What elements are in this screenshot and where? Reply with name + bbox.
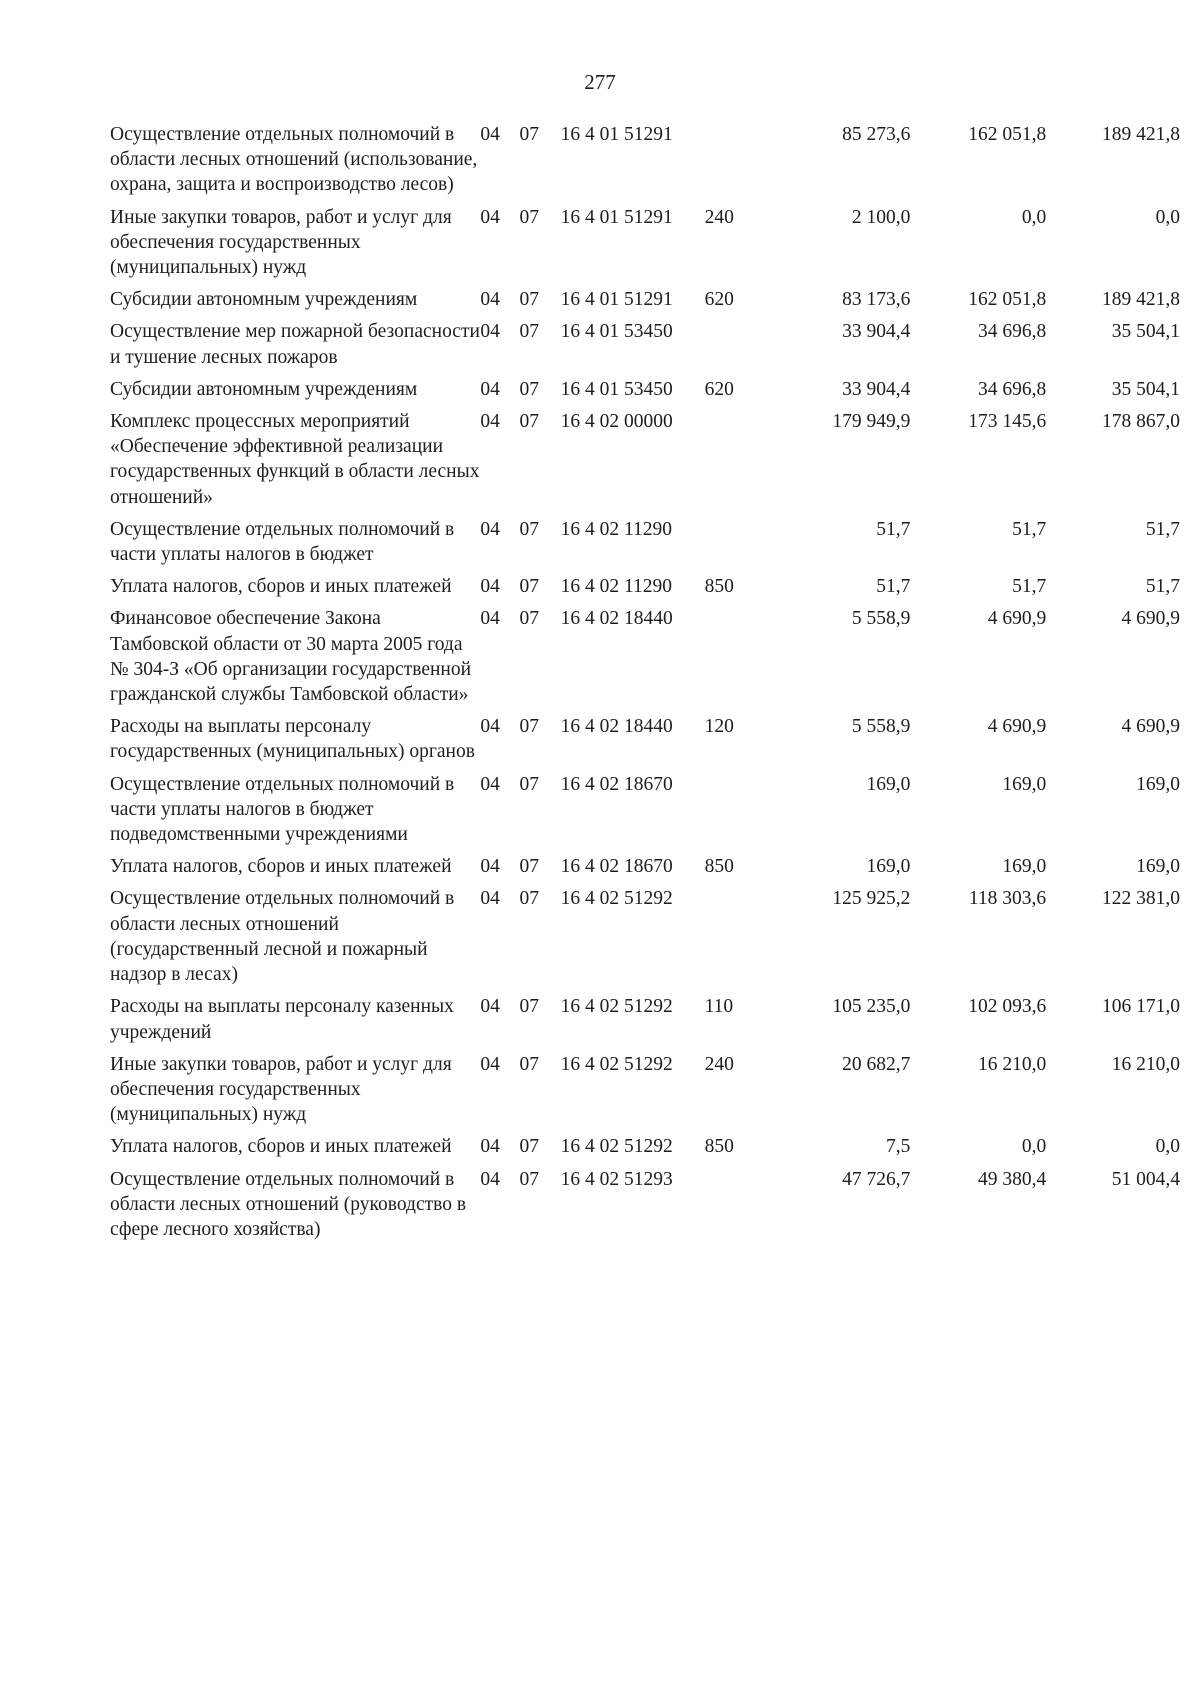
table-row	[110, 409, 1180, 517]
table-row	[110, 319, 1180, 376]
amount-year-1: 51,7	[876, 518, 911, 540]
item-name: Расходы на выплаты персоналу казенных учреждений	[110, 996, 454, 1043]
subsection-code: 07	[519, 1168, 539, 1190]
expense-type-code	[705, 606, 767, 714]
amount-year-2: 169,0	[1002, 773, 1047, 795]
amount-year-1: 179 949,9	[832, 411, 911, 433]
table-row	[110, 994, 1180, 1051]
amount-year-3: 106 171,0	[1102, 996, 1180, 1018]
amount-year-3: 169,0	[1136, 773, 1180, 795]
target-article-code: 16 4 02 11290	[560, 518, 673, 540]
amount-year-3: 4 690,9	[1121, 716, 1180, 738]
amount-year-1: 5 558,9	[851, 608, 911, 630]
item-name: Осуществление мер пожарной безопасности и тушение лесных пожаров	[110, 321, 480, 368]
item-name: Осуществление отдельных полномочий в области лесных отношений (руководство в сфере лесного хозяйства)	[110, 1168, 467, 1240]
section-code: 04	[480, 206, 500, 228]
amount-year-1: 33 904,4	[842, 378, 911, 400]
expense-type-code	[705, 409, 767, 517]
section-code: 04	[480, 773, 500, 795]
expense-type-code: 240	[704, 1053, 734, 1075]
table-row	[110, 854, 1180, 886]
item-name: Расходы на выплаты персоналу государственных (муниципальных) органов	[110, 716, 475, 763]
section-code: 04	[480, 321, 500, 343]
target-article-code: 16 4 01 51291	[560, 124, 673, 145]
section-code: 04	[480, 608, 500, 630]
section-code: 04	[480, 289, 500, 311]
expense-type-code: 850	[704, 576, 734, 598]
expense-type-code	[705, 1167, 767, 1250]
subsection-code: 07	[519, 716, 539, 738]
amount-year-2: 51,7	[1012, 576, 1047, 598]
amount-year-3: 189 421,8	[1102, 289, 1180, 311]
section-code: 04	[480, 856, 500, 878]
expense-type-code: 850	[704, 1136, 734, 1158]
section-code: 04	[480, 124, 500, 145]
section-code: 04	[480, 1053, 500, 1075]
item-name: Уплата налогов, сборов и иных платежей	[110, 856, 452, 878]
table-row	[110, 606, 1180, 714]
target-article-code: 16 4 01 53450	[560, 321, 673, 343]
amount-year-1: 47 726,7	[842, 1168, 911, 1190]
item-name: Уплата налогов, сборов и иных платежей	[110, 1136, 452, 1158]
expense-type-code: 110	[704, 996, 734, 1018]
table-row	[110, 886, 1180, 994]
target-article-code: 16 4 02 51292	[560, 996, 673, 1018]
amount-year-3: 4 690,9	[1121, 608, 1180, 630]
subsection-code: 07	[519, 321, 539, 343]
target-article-code: 16 4 01 53450	[560, 378, 673, 400]
amount-year-3: 178 867,0	[1102, 411, 1180, 433]
amount-year-2: 16 210,0	[977, 1053, 1047, 1075]
section-code: 04	[480, 411, 500, 433]
amount-year-1: 85 273,6	[842, 124, 911, 145]
subsection-code: 07	[519, 124, 539, 145]
amount-year-2: 162 051,8	[968, 289, 1047, 311]
subsection-code: 07	[519, 856, 539, 878]
subsection-code: 07	[519, 608, 539, 630]
table-row	[110, 517, 1180, 574]
amount-year-2: 34 696,8	[977, 378, 1047, 400]
amount-year-3: 35 504,1	[1111, 321, 1180, 343]
amount-year-2: 102 093,6	[968, 996, 1047, 1018]
amount-year-2: 4 690,9	[987, 608, 1047, 630]
subsection-code: 07	[519, 1136, 539, 1158]
amount-year-3: 35 504,1	[1111, 378, 1180, 400]
amount-year-2: 51,7	[1012, 518, 1047, 540]
subsection-code: 07	[519, 996, 539, 1018]
amount-year-3: 51,7	[1145, 576, 1180, 598]
amount-year-1: 169,0	[866, 856, 911, 878]
section-code: 04	[480, 518, 500, 540]
amount-year-1: 5 558,9	[851, 716, 911, 738]
table-row	[110, 714, 1180, 771]
amount-year-2: 169,0	[1002, 856, 1047, 878]
subsection-code: 07	[519, 773, 539, 795]
item-name: Субсидии автономным учреждениям	[110, 378, 418, 400]
target-article-code: 16 4 02 51292	[560, 1053, 673, 1075]
expense-type-code: 850	[704, 856, 734, 878]
item-name: Уплата налогов, сборов и иных платежей	[110, 576, 452, 598]
amount-year-2: 0,0	[1021, 206, 1047, 228]
amount-year-3: 122 381,0	[1102, 888, 1180, 910]
subsection-code: 07	[519, 576, 539, 598]
item-name: Комплекс процессных мероприятий «Обеспечение эффективной реализации государственных функций в области лесных отношений»	[110, 411, 480, 508]
target-article-code: 16 4 02 18440	[560, 716, 673, 738]
amount-year-3: 169,0	[1136, 856, 1180, 878]
subsection-code: 07	[519, 888, 539, 910]
target-article-code: 16 4 02 18670	[560, 773, 673, 795]
expense-type-code	[705, 517, 767, 574]
item-name: Осуществление отдельных полномочий в части уплаты налогов в бюджет	[110, 518, 455, 566]
amount-year-1: 20 682,7	[842, 1053, 911, 1075]
amount-year-1: 7,5	[886, 1136, 911, 1158]
table-row	[110, 122, 1180, 205]
target-article-code: 16 4 02 00000	[560, 411, 673, 433]
amount-year-2: 34 696,8	[977, 321, 1047, 343]
amount-year-1: 83 173,6	[842, 289, 911, 311]
target-article-code: 16 4 01 51291	[560, 289, 673, 311]
section-code: 04	[480, 888, 500, 910]
expense-type-code	[705, 122, 767, 205]
subsection-code: 07	[519, 289, 539, 311]
section-code: 04	[480, 576, 500, 598]
expense-type-code: 620	[704, 289, 734, 311]
expense-type-code: 620	[704, 378, 734, 400]
item-name: Финансовое обеспечение Закона Тамбовской области от 30 марта 2005 года № 304-З «Об организации государственной гражданской службы Тамбовской области»	[110, 608, 472, 706]
subsection-code: 07	[519, 206, 539, 228]
item-name: Осуществление отдельных полномочий в части уплаты налогов в бюджет подведомственными учреждениями	[110, 773, 455, 846]
target-article-code: 16 4 01 51291	[560, 206, 673, 228]
amount-year-2: 4 690,9	[987, 716, 1047, 738]
table-row	[110, 205, 1180, 288]
expense-type-code: 120	[704, 716, 734, 738]
amount-year-1: 125 925,2	[832, 888, 911, 910]
section-code: 04	[480, 1168, 500, 1190]
table-row	[110, 574, 1180, 606]
table-row	[110, 287, 1180, 319]
amount-year-1: 105 235,0	[832, 996, 911, 1018]
subsection-code: 07	[519, 1053, 539, 1075]
amount-year-1: 33 904,4	[842, 321, 911, 343]
table-row	[110, 1052, 1180, 1135]
subsection-code: 07	[519, 378, 539, 400]
amount-year-3: 189 421,8	[1102, 124, 1180, 145]
expense-type-code	[705, 886, 767, 994]
section-code: 04	[480, 378, 500, 400]
amount-year-3: 0,0	[1155, 206, 1180, 228]
section-code: 04	[480, 716, 500, 738]
amount-year-3: 51 004,4	[1111, 1168, 1180, 1190]
section-code: 04	[480, 1136, 500, 1158]
amount-year-2: 0,0	[1021, 1136, 1047, 1158]
expense-type-code	[705, 319, 767, 376]
table-row	[110, 772, 1180, 855]
amount-year-3: 0,0	[1155, 1136, 1180, 1158]
item-name: Иные закупки товаров, работ и услуг для обеспечения государственных (муниципальных) нужд	[110, 1053, 452, 1126]
item-name: Иные закупки товаров, работ и услуг для обеспечения государственных (муниципальных) нужд	[110, 206, 452, 279]
amount-year-3: 16 210,0	[1111, 1053, 1180, 1075]
amount-year-1: 51,7	[876, 576, 911, 598]
target-article-code: 16 4 02 18670	[560, 856, 673, 878]
amount-year-1: 169,0	[866, 773, 911, 795]
page-number: 277	[584, 70, 616, 94]
item-name: Осуществление отдельных полномочий в области лесных отношений (использование, охрана, защита и воспроизводство лесов)	[110, 124, 478, 196]
table-row	[110, 1134, 1180, 1166]
subsection-code: 07	[519, 518, 539, 540]
target-article-code: 16 4 02 18440	[560, 608, 673, 630]
section-code: 04	[480, 996, 500, 1018]
amount-year-3: 51,7	[1145, 518, 1180, 540]
amount-year-2: 49 380,4	[977, 1168, 1047, 1190]
target-article-code: 16 4 02 51292	[560, 1136, 673, 1158]
amount-year-1: 2 100,0	[851, 206, 911, 228]
target-article-code: 16 4 02 11290	[560, 576, 673, 598]
amount-year-2: 118 303,6	[968, 888, 1047, 910]
amount-year-2: 162 051,8	[968, 124, 1047, 145]
subsection-code: 07	[519, 411, 539, 433]
target-article-code: 16 4 02 51293	[560, 1168, 673, 1190]
budget-table	[110, 122, 1180, 1249]
table-row	[110, 377, 1180, 409]
item-name: Осуществление отдельных полномочий в области лесных отношений (государственный лесной и пожарный надзор в лесах)	[110, 888, 455, 986]
target-article-code: 16 4 02 51292	[560, 888, 673, 910]
amount-year-2: 173 145,6	[968, 411, 1047, 433]
table-row	[110, 1167, 1180, 1250]
expense-type-code	[705, 772, 767, 855]
item-name: Субсидии автономным учреждениям	[110, 289, 418, 311]
expense-type-code: 240	[704, 206, 734, 228]
